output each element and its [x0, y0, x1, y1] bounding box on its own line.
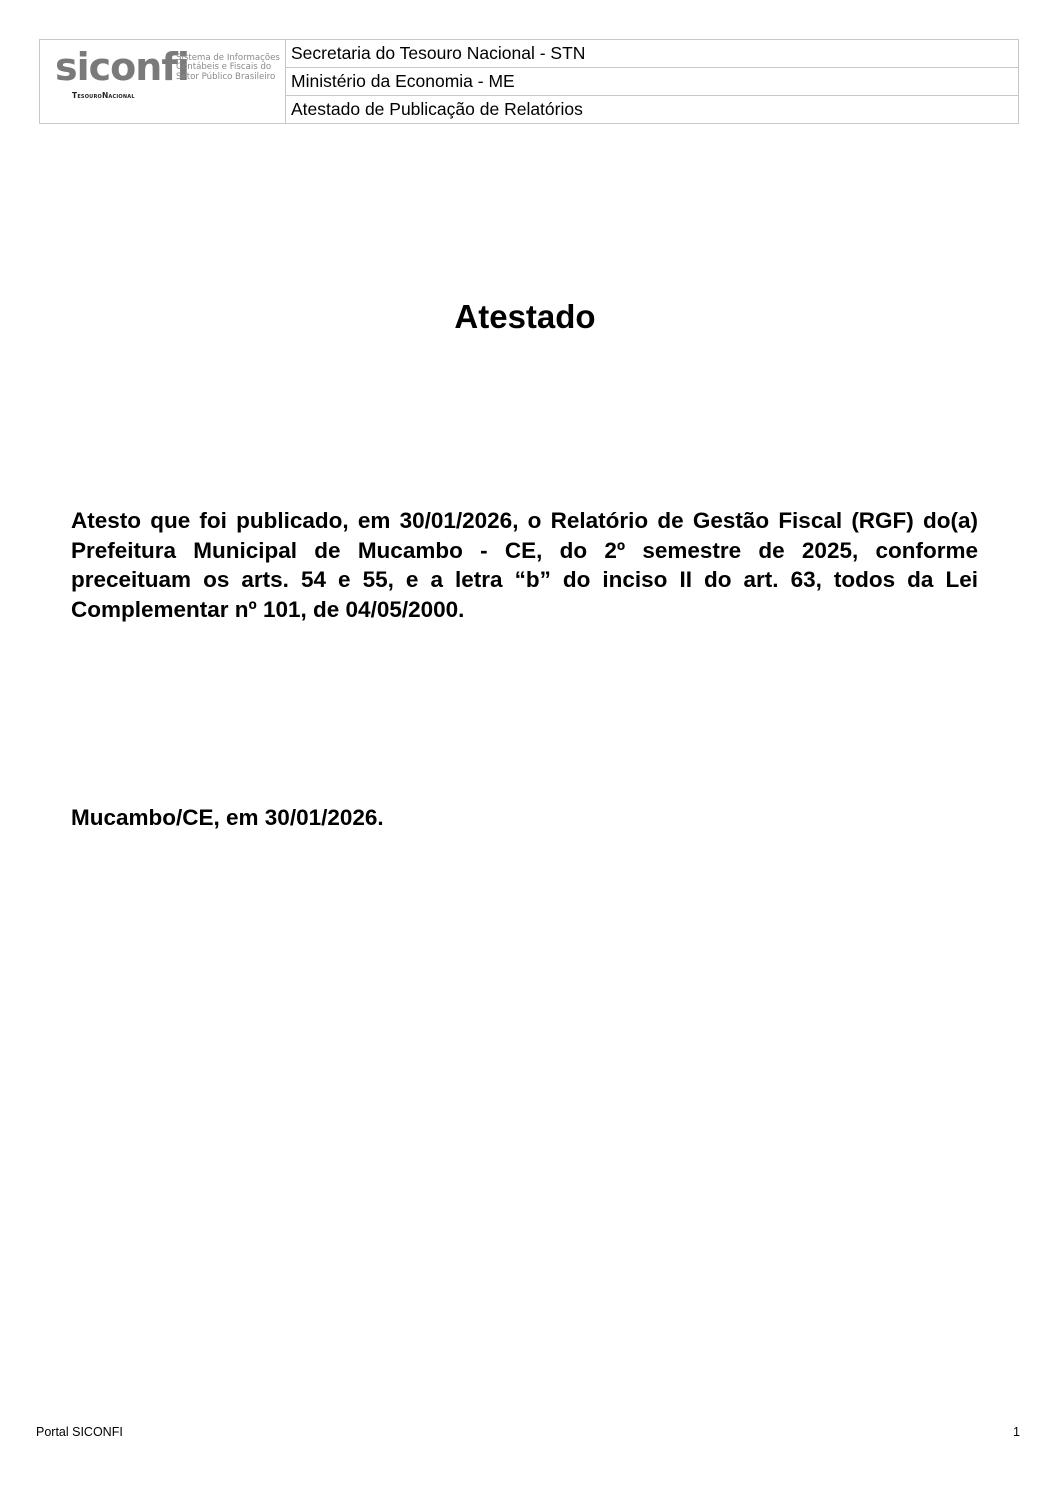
siconfi-logo — [40, 40, 286, 123]
place-and-date: Mucambo/CE, em 30/01/2026. — [71, 805, 384, 830]
logo-tagline-line: Setor Público Brasileiro — [176, 71, 276, 82]
logo-tagline-line: Sistema de Informações — [176, 53, 280, 63]
footer-portal-name: Portal SICONFI — [36, 1425, 123, 1439]
header-ministry: Ministério da Economia - ME — [286, 68, 1018, 96]
header-document-type: Atestado de Publicação de Relatórios — [291, 99, 583, 119]
header-table — [39, 39, 1019, 124]
footer-page-number: 1 — [1013, 1425, 1020, 1439]
logo-tagline-line: Contábeis e Fiscais do — [176, 62, 272, 73]
document-title: Atestado — [454, 298, 596, 335]
logo-tagline — [176, 54, 282, 82]
attestation-text: Atesto que foi publicado, em 30/01/2026, o Relatório de Gestão Fiscal (RGF) do(a) Prefeitura Municipal de Mucambo - CE, do 2º semestre de 2025, conforme preceituam os arts. 54 e 55, e a letra “b” do inciso II do art. 63, todos da Lei Complementar nº 101, de 04/05/2000. — [71, 508, 978, 622]
header-secretariat: Secretaria do Tesouro Nacional - STN — [286, 40, 1018, 68]
header-info — [286, 40, 1018, 123]
logo-agency: TesouroNacional — [72, 91, 135, 100]
logo-wordmark: siconfi — [55, 45, 189, 89]
